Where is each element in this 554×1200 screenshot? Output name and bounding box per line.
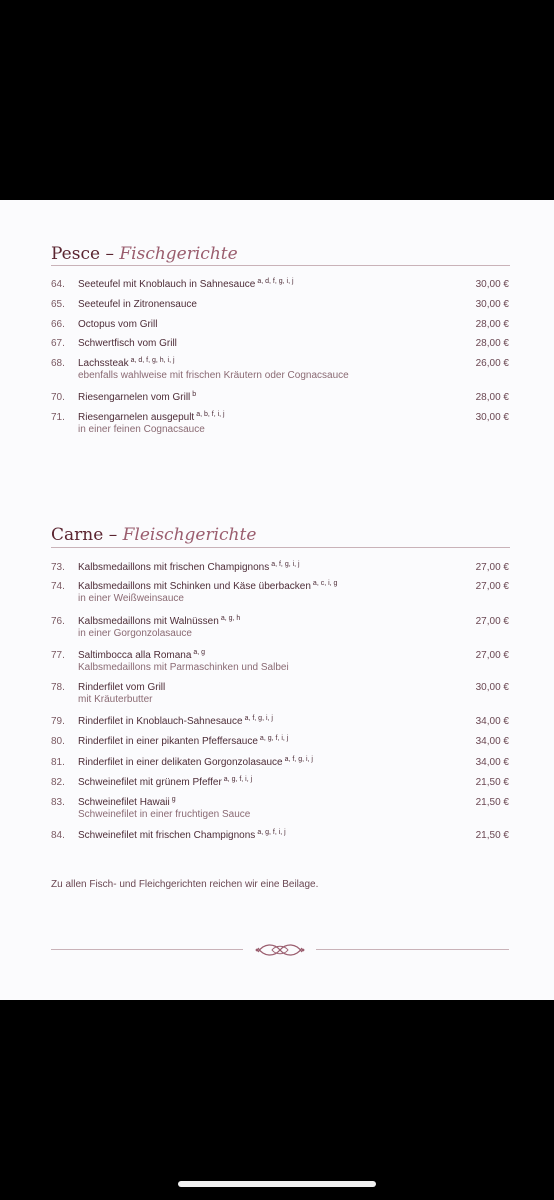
item-name-wrap: [78, 682, 165, 694]
item-name: Schweinefilet mit frischen Champignons: [78, 830, 256, 841]
item-description: ebenfalls wahlweise mit frischen Kräutern oder Cognacsauce: [78, 370, 349, 381]
allergen-codes: a, g: [193, 649, 206, 656]
item-number: 68.: [51, 358, 65, 369]
ornament-line-right: [316, 949, 509, 950]
item-price: 27,00 €: [475, 581, 509, 592]
item-name: Riesengarnelen ausgepult: [78, 412, 195, 423]
item-name: Kalbsmedaillons mit frischen Champignons: [78, 562, 270, 573]
item-price: 21,50 €: [475, 797, 509, 808]
item-name: Seeteufel in Zitronensauce: [78, 299, 197, 310]
item-name-wrap: [78, 338, 177, 350]
item-number: 74.: [51, 581, 65, 592]
item-number: 70.: [51, 392, 65, 403]
item-number: 71.: [51, 412, 65, 423]
allergen-codes: a, g, f, i, j: [259, 735, 289, 742]
item-number: 66.: [51, 319, 65, 330]
allergen-codes: g: [171, 796, 176, 803]
item-name-wrap: [78, 392, 196, 404]
item-number: 83.: [51, 797, 65, 808]
item-name: Schweinefilet mit grünem Pfeffer: [78, 777, 222, 788]
side-dish-note: Zu allen Fisch- und Fleichgerichten reichen wir eine Beilage.: [51, 879, 319, 890]
section-title-main: Carne: [51, 525, 104, 545]
item-name: Riesengarnelen vom Grill: [78, 392, 191, 403]
item-name: Kalbsmedaillons mit Schinken und Käse überbacken: [78, 581, 311, 592]
item-description: in einer Gorgonzolasauce: [78, 628, 192, 639]
item-price: 30,00 €: [475, 279, 509, 290]
item-name: Schwertfisch vom Grill: [78, 338, 177, 349]
item-name: Rinderfilet in einer delikaten Gorgonzolasauce: [78, 757, 283, 768]
item-name-wrap: [78, 797, 176, 809]
item-name-wrap: [78, 830, 286, 842]
item-price: 26,00 €: [475, 358, 509, 369]
item-price: 34,00 €: [475, 736, 509, 747]
item-number: 73.: [51, 562, 65, 573]
item-number: 65.: [51, 299, 65, 310]
allergen-codes: a, c, i, g: [312, 580, 338, 587]
item-price: 27,00 €: [475, 616, 509, 627]
item-name-wrap: [78, 358, 175, 370]
item-description: in einer feinen Cognacsauce: [78, 424, 205, 435]
item-price: 28,00 €: [475, 392, 509, 403]
item-number: 80.: [51, 736, 65, 747]
item-description: Kalbsmedaillons mit Parmaschinken und Salbei: [78, 662, 289, 673]
item-number: 81.: [51, 757, 65, 768]
item-name-wrap: [78, 650, 205, 662]
item-name-wrap: [78, 736, 288, 748]
allergen-codes: a, f, g, i, j: [284, 756, 313, 763]
item-number: 79.: [51, 716, 65, 727]
item-description: mit Kräuterbutter: [78, 694, 153, 705]
section-subtitle: Fleischgerichte: [122, 525, 257, 545]
item-name: Saltimbocca alla Romana: [78, 650, 192, 661]
item-name: Kalbsmedaillons mit Walnüssen: [78, 616, 219, 627]
allergen-codes: b: [192, 391, 197, 398]
allergen-codes: a, b, f, i, j: [196, 411, 225, 418]
item-name: Seeteufel mit Knoblauch in Sahnesauce: [78, 279, 256, 290]
item-number: 77.: [51, 650, 65, 661]
allergen-codes: a, g, h: [220, 615, 241, 622]
item-price: 28,00 €: [475, 338, 509, 349]
allergen-codes: a, f, g, i, j: [271, 561, 300, 568]
item-number: 82.: [51, 777, 65, 788]
item-name-wrap: [78, 616, 240, 628]
item-name: Octopus vom Grill: [78, 319, 158, 330]
item-name: Schweinefilet Hawaii: [78, 797, 170, 808]
item-price: 27,00 €: [475, 650, 509, 661]
allergen-codes: a, g, f, i, j: [257, 829, 286, 836]
item-name-wrap: [78, 757, 313, 769]
allergen-codes: a, d, f, g, i, j: [257, 278, 294, 285]
section-title-dash: –: [105, 244, 114, 264]
item-number: 64.: [51, 279, 65, 290]
item-number: 78.: [51, 682, 65, 693]
allergen-codes: a, g, f, i, j: [223, 776, 253, 783]
home-indicator[interactable]: [178, 1181, 376, 1187]
section-title-dash: –: [108, 525, 118, 545]
item-price: 28,00 €: [475, 319, 509, 330]
item-price: 30,00 €: [475, 682, 509, 693]
allergen-codes: a, d, f, g, h, i, j: [130, 357, 175, 364]
item-number: 67.: [51, 338, 65, 349]
item-name-wrap: [78, 777, 252, 789]
item-name-wrap: [78, 562, 300, 574]
item-name: Lachssteak: [78, 358, 129, 369]
allergen-codes: a, f, g, i, j: [244, 715, 273, 722]
item-price: 30,00 €: [475, 412, 509, 423]
item-number: 76.: [51, 616, 65, 627]
item-name-wrap: [78, 716, 273, 728]
section-title-main: Pesce: [51, 244, 101, 264]
item-price: 21,50 €: [475, 830, 509, 841]
section-title-pesce: [51, 244, 238, 264]
ornament-line-left: [51, 949, 243, 950]
section-subtitle: Fischgerichte: [119, 244, 238, 264]
item-description: Schweinefilet in einer fruchtigen Sauce: [78, 809, 251, 820]
item-name-wrap: [78, 581, 337, 593]
section-title-carne: [51, 525, 256, 545]
item-name-wrap: [78, 319, 157, 331]
section-rule: [51, 547, 510, 548]
item-name: Rinderfilet in Knoblauch-Sahnesauce: [78, 716, 243, 727]
item-name: Rinderfilet vom Grill: [78, 682, 166, 693]
item-name-wrap: [78, 299, 197, 311]
item-description: in einer Weißweinsauce: [78, 593, 184, 604]
section-rule: [51, 265, 510, 266]
flourish-ornament-icon: [254, 939, 306, 961]
item-name-wrap: [78, 279, 294, 291]
item-price: 34,00 €: [475, 716, 509, 727]
item-price: 27,00 €: [475, 562, 509, 573]
item-price: 21,50 €: [475, 777, 509, 788]
item-name-wrap: [78, 412, 225, 424]
item-price: 30,00 €: [475, 299, 509, 310]
item-number: 84.: [51, 830, 65, 841]
item-name: Rinderfilet in einer pikanten Pfeffersauce: [78, 736, 258, 747]
item-price: 34,00 €: [475, 757, 509, 768]
